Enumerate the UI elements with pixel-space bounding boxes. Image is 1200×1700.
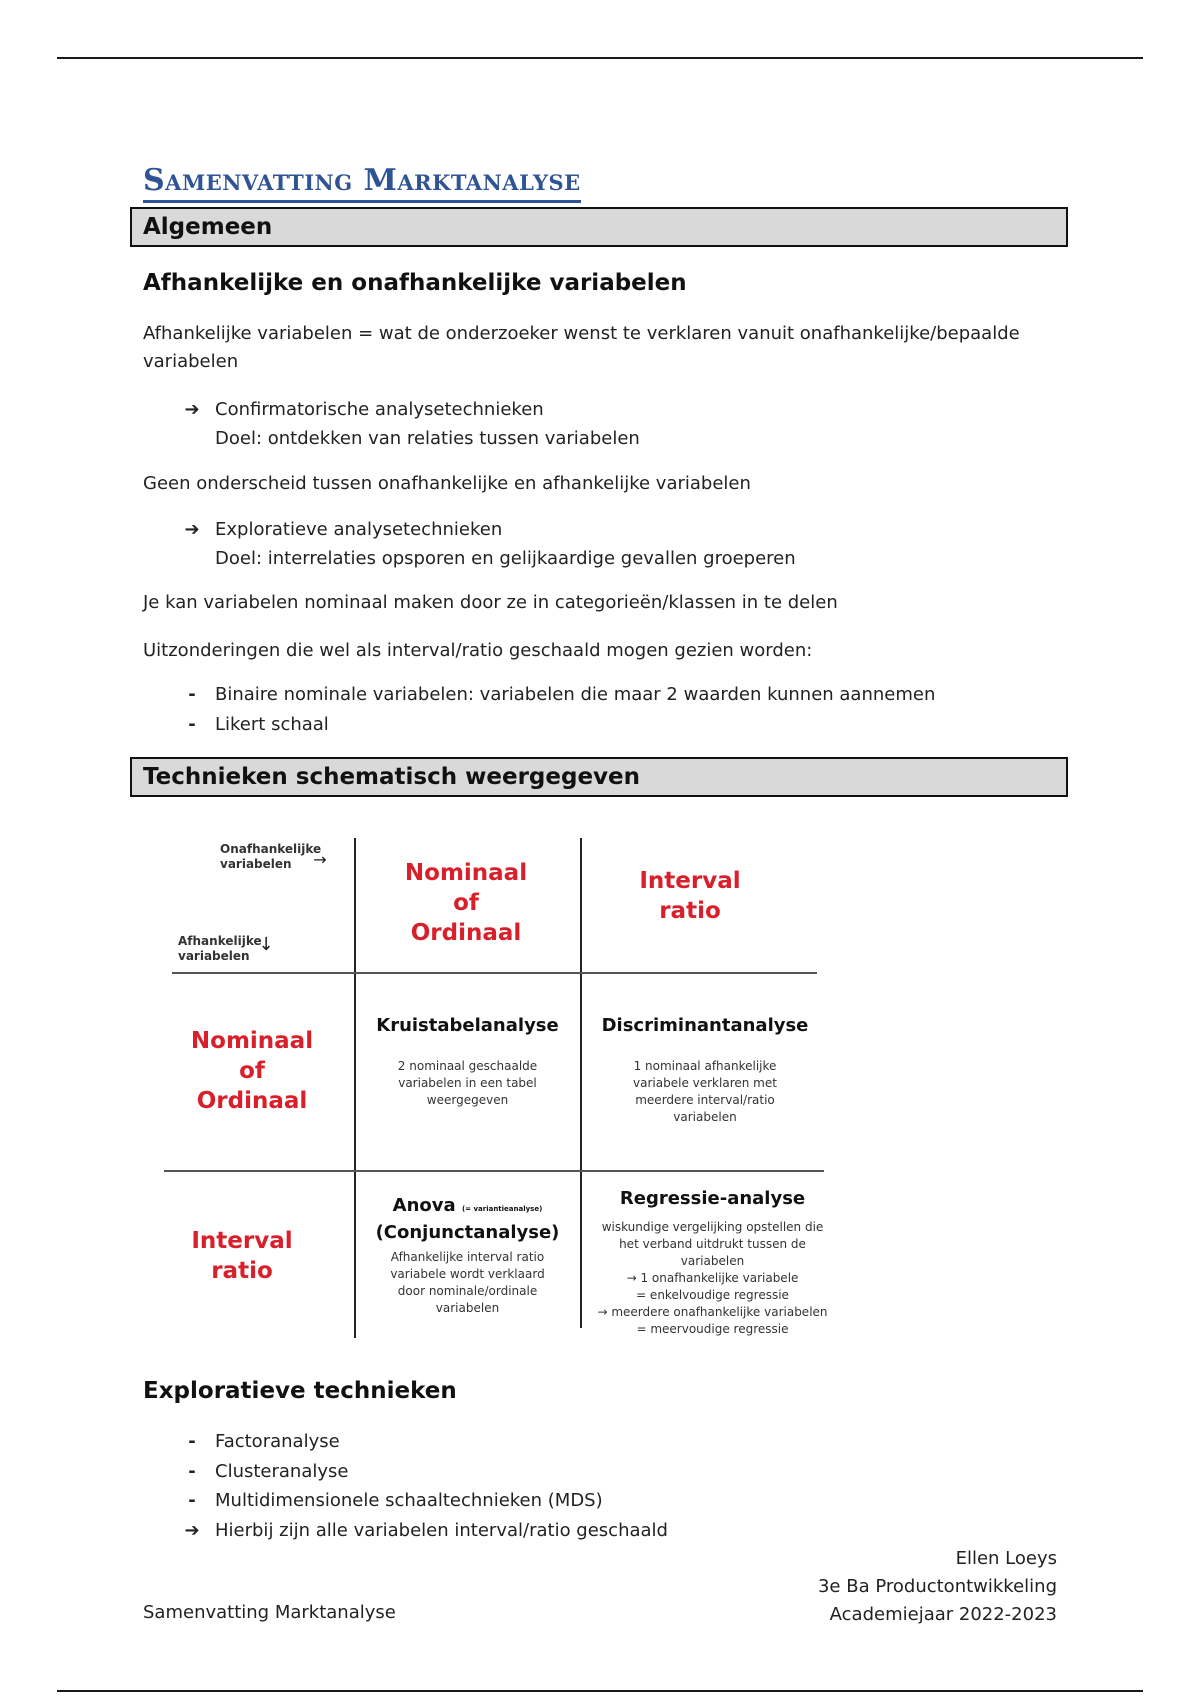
technique-title: Kruistabelanalyse: [376, 1015, 559, 1036]
row-header-interval: Interval ratio: [191, 1228, 293, 1284]
row-header-nominaal: Nominaal of Ordinaal: [190, 1028, 314, 1114]
cell-anova: [360, 1194, 575, 1317]
academic-year: Academiejaar 2022-2023: [829, 1604, 1057, 1625]
technique-note: (= variantieanalyse): [461, 1205, 543, 1213]
document-title: Samenvatting Marktanalyse: [143, 163, 581, 203]
technique-title: Discriminantanalyse: [601, 1015, 809, 1036]
footer-title: Samenvatting Marktanalyse: [143, 1602, 396, 1623]
schema-divider: [164, 1170, 824, 1172]
list-item-text: Likert schaal: [215, 714, 329, 735]
arrow-right-icon: →: [313, 850, 327, 869]
arrow-icon: ➔: [184, 1520, 200, 1541]
arrow-down-icon: ↓: [258, 934, 274, 955]
header-rule: [57, 57, 1143, 59]
paragraph-afhankelijke: Afhankelijke variabelen = wat de onderzoeker wenst te verklaren vanuit onafhankelijke/bepaalde variabelen: [143, 323, 1020, 372]
bullet-confirmatorisch: [178, 395, 640, 453]
subheading-exploratief: Exploratieve technieken: [143, 1378, 457, 1404]
schema-divider: [172, 972, 817, 974]
list-item: [178, 1486, 603, 1515]
technique-title: Anova: [392, 1195, 456, 1216]
technique-description: Afhankelijke interval ratio variabele wordt verklaard door nominale/ordinale variabelen: [390, 1250, 545, 1315]
dash-icon: -: [188, 1461, 196, 1482]
dash-icon: -: [188, 1490, 196, 1511]
list-item: [178, 1516, 668, 1545]
technique-description: wiskundige vergelijking opstellen die het verband uitdrukt tussen de variabelen → 1 onafhankelijke variabele = enkelvoudige regressie → meerdere onafhankelijke variabelen = meervoudige regressie: [597, 1220, 828, 1336]
footer-rule: [57, 1690, 1143, 1692]
techniques-schema: [160, 830, 860, 1340]
schema-divider: [354, 838, 356, 1338]
arrow-icon: ➔: [184, 519, 200, 540]
author-name: Ellen Loeys: [955, 1548, 1057, 1569]
list-item-text: Factoranalyse: [215, 1431, 340, 1452]
dash-icon: -: [188, 714, 196, 735]
arrow-icon: ➔: [184, 399, 200, 420]
paragraph-nominaal-maken: Je kan variabelen nominaal maken door ze in categorieën/klassen in te delen: [143, 592, 838, 613]
cell-kruistabelanalyse: [365, 1014, 570, 1109]
list-item-text: Multidimensionele schaaltechnieken (MDS): [215, 1490, 603, 1511]
section-heading-technieken: Technieken schematisch weergegeven: [130, 757, 1068, 797]
list-item-text: Hierbij zijn alle variabelen interval/ratio geschaald: [215, 1520, 668, 1541]
list-item: [178, 1427, 340, 1456]
list-item: [178, 1457, 348, 1486]
list-item: [178, 710, 329, 739]
corner-label-onafhankelijk: Onafhankelijke variabelen: [220, 842, 322, 871]
schema-divider: [580, 838, 582, 1328]
footer-author-block: [818, 1545, 1057, 1629]
subheading-variabelen: Afhankelijke en onafhankelijke variabelen: [143, 270, 687, 296]
cell-discriminantanalyse: [590, 1014, 820, 1126]
column-header-nominaal: Nominaal of Ordinaal: [404, 860, 528, 946]
section-heading-algemeen: Algemeen: [130, 207, 1068, 247]
list-item-text: Binaire nominale variabelen: variabelen die maar 2 waarden kunnen aannemen: [215, 684, 936, 705]
paragraph-geen-onderscheid: Geen onderscheid tussen onafhankelijke en afhankelijke variabelen: [143, 473, 751, 494]
paragraph-uitzonderingen: Uitzonderingen die wel als interval/ratio geschaald mogen gezien worden:: [143, 640, 813, 661]
bullet-exploratief: [178, 515, 796, 573]
technique-title: Regressie-analyse: [619, 1188, 806, 1209]
list-item: [178, 680, 935, 709]
author-program: 3e Ba Productontwikkeling: [817, 1576, 1057, 1597]
column-header-interval: Interval ratio: [639, 868, 741, 924]
list-item-text: Clusteranalyse: [215, 1461, 349, 1482]
bullet-line: Exploratieve analysetechnieken: [215, 519, 503, 540]
bullet-line: Confirmatorische analysetechnieken: [215, 399, 544, 420]
cell-regressie: [585, 1187, 840, 1338]
technique-description: 1 nominaal afhankelijke variabele verklaren met meerdere interval/ratio variabelen: [633, 1059, 777, 1124]
dash-icon: -: [188, 684, 196, 705]
technique-description: 2 nominaal geschaalde variabelen in een tabel weergegeven: [397, 1059, 538, 1107]
technique-title-alt: (Conjunctanalyse): [375, 1222, 560, 1243]
dash-icon: -: [188, 1431, 196, 1452]
bullet-line: Doel: interrelaties opsporen en gelijkaardige gevallen groeperen: [215, 548, 796, 569]
bullet-line: Doel: ontdekken van relaties tussen variabelen: [215, 428, 640, 449]
corner-label-afhankelijk: Afhankelijke variabelen: [178, 934, 262, 963]
